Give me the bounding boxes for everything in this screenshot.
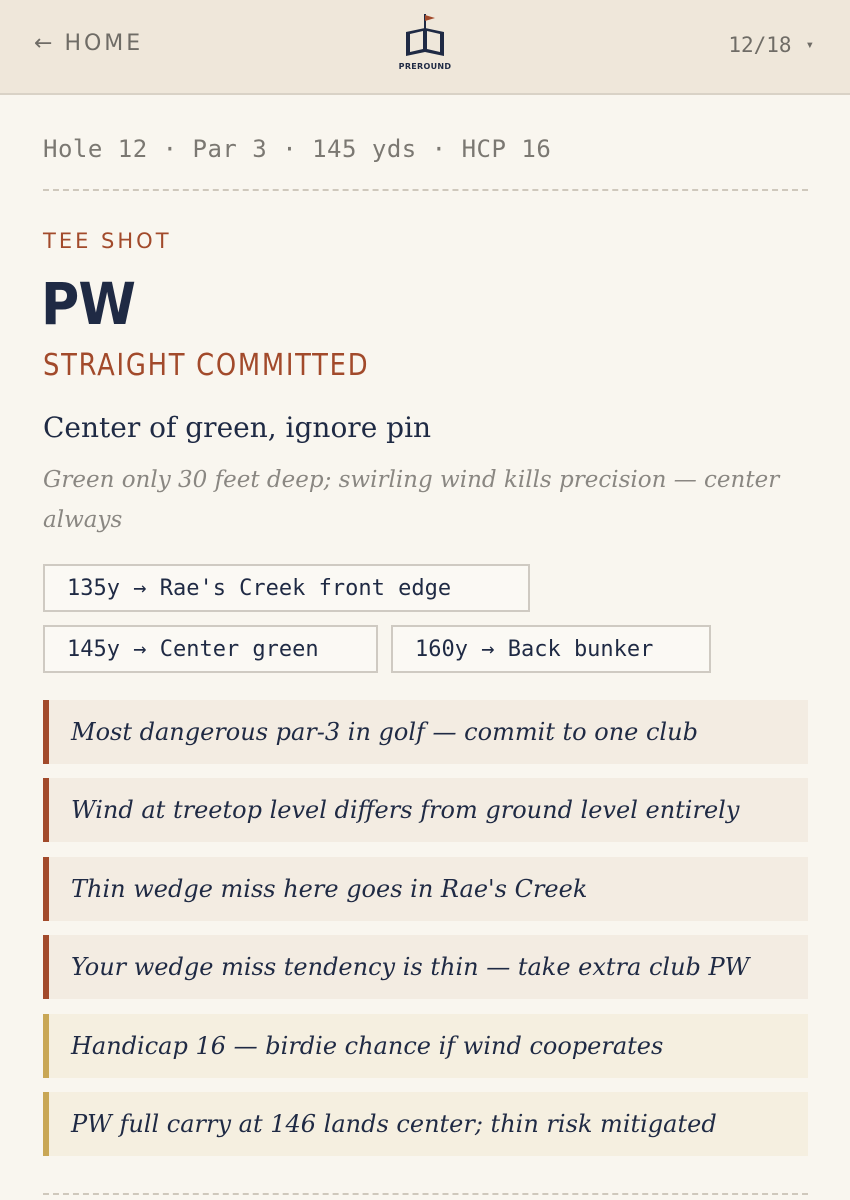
- distance-chip: 160y → Back bunker: [391, 625, 711, 673]
- strategy-note: Your wedge miss tendency is thin — take extra club PW: [43, 935, 808, 999]
- hole-selector[interactable]: [728, 33, 814, 57]
- home-label: HOME: [64, 31, 144, 56]
- hole-info: Hole 12 · Par 3 · 145 yds · HCP 16: [43, 135, 552, 163]
- strategy-note: PW full carry at 146 lands center; thin risk mitigated: [43, 1092, 808, 1156]
- hole-position: 12/18: [728, 33, 792, 57]
- arrow-left-icon: ←: [34, 31, 53, 56]
- strategy-note: Most dangerous par-3 in golf — commit to one club: [43, 700, 808, 764]
- divider: [43, 189, 808, 191]
- logo-text: PREROUND: [398, 62, 452, 71]
- shot-rationale: Green only 30 feet deep; swirling wind kills precision — center always: [43, 467, 780, 533]
- strategy-note: Handicap 16 — birdie chance if wind cooperates: [43, 1014, 808, 1078]
- top-bar: [0, 0, 850, 95]
- shot-shape: STRAIGHT COMMITTED: [43, 348, 370, 383]
- app-logo: [392, 12, 458, 78]
- shot-target: Center of green, ignore pin: [43, 411, 432, 444]
- divider: [43, 1193, 808, 1195]
- chevron-down-icon: ▾: [805, 37, 814, 53]
- distance-chip: 145y → Center green: [43, 625, 378, 673]
- club-recommendation: PW: [41, 270, 136, 338]
- distance-chip: 135y → Rae's Creek front edge: [43, 564, 530, 612]
- home-button[interactable]: [34, 31, 143, 56]
- book-flag-logo-icon: [402, 12, 448, 60]
- strategy-note: Wind at treetop level differs from ground level entirely: [43, 778, 808, 842]
- strategy-note: Thin wedge miss here goes in Rae's Creek: [43, 857, 808, 921]
- section-label: TEE SHOT: [43, 229, 172, 253]
